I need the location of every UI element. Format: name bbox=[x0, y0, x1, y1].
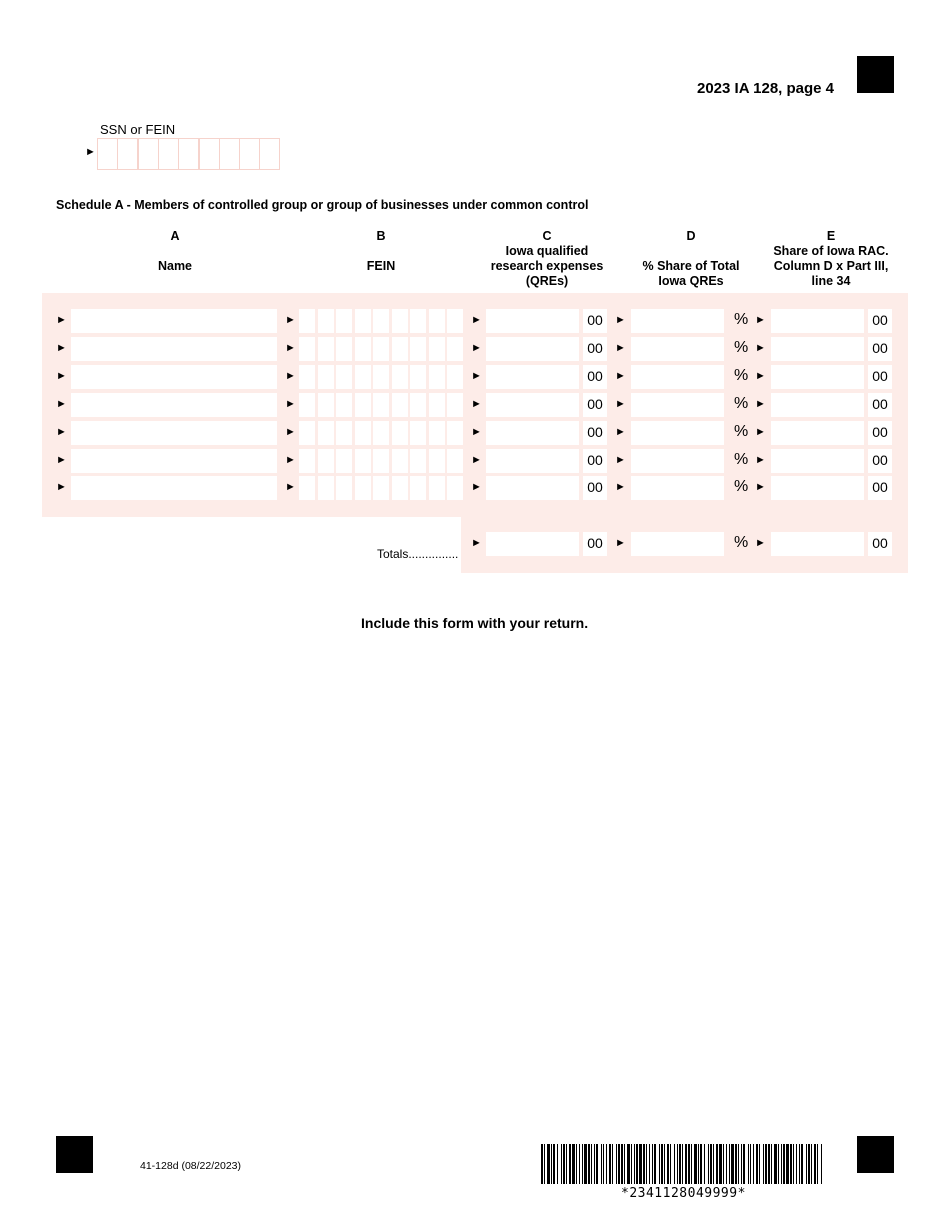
fein-digit-box[interactable] bbox=[392, 365, 408, 389]
barcode-bar bbox=[748, 1144, 749, 1184]
fein-digit-box[interactable] bbox=[299, 337, 315, 361]
percent-sign: % bbox=[734, 394, 749, 412]
barcode-bar bbox=[561, 1144, 562, 1184]
fein-digit-box[interactable] bbox=[373, 365, 389, 389]
ssn-digit-box[interactable] bbox=[178, 138, 199, 170]
barcode-bar bbox=[817, 1144, 818, 1184]
barcode-text: *2341128049999* bbox=[621, 1186, 746, 1201]
barcode-bar bbox=[765, 1144, 767, 1184]
barcode-bar bbox=[661, 1144, 663, 1184]
barcode-bar bbox=[821, 1144, 822, 1184]
fein-digit-box[interactable] bbox=[429, 365, 445, 389]
fein-digit-box[interactable] bbox=[392, 421, 408, 445]
fein-digit-box[interactable] bbox=[410, 421, 426, 445]
fein-digit-box[interactable] bbox=[447, 365, 463, 389]
fein-digit-box[interactable] bbox=[299, 393, 315, 417]
cents-label: 00 bbox=[583, 309, 607, 333]
fein-digit-box[interactable] bbox=[392, 449, 408, 473]
row-arrow-icon: ► bbox=[285, 341, 296, 354]
barcode-bar bbox=[634, 1144, 635, 1184]
row-arrow-icon: ► bbox=[755, 453, 766, 466]
ssn-digit-box[interactable] bbox=[239, 138, 260, 170]
barcode-bar bbox=[609, 1144, 611, 1184]
barcode-bar bbox=[811, 1144, 812, 1184]
barcode-bar bbox=[582, 1144, 583, 1184]
fein-digit-box[interactable] bbox=[447, 309, 463, 333]
fein-digit-box[interactable] bbox=[336, 337, 352, 361]
barcode-bar bbox=[588, 1144, 590, 1184]
column-e-label: Share of Iowa RAC. Column D x Part III, line 34 bbox=[773, 244, 889, 288]
row-arrow-icon: ► bbox=[56, 453, 67, 466]
barcode-bar bbox=[801, 1144, 803, 1184]
percent-share-input[interactable] bbox=[631, 337, 724, 361]
cents-label: 00 bbox=[583, 337, 607, 361]
barcode-bar bbox=[624, 1144, 625, 1184]
barcode-bar bbox=[547, 1144, 550, 1184]
fein-digit-box[interactable] bbox=[318, 337, 334, 361]
barcode-bar bbox=[768, 1144, 770, 1184]
fein-digit-box[interactable] bbox=[392, 309, 408, 333]
barcode-bar bbox=[677, 1144, 678, 1184]
barcode-bar bbox=[771, 1144, 772, 1184]
percent-sign: % bbox=[734, 311, 749, 328]
fein-digit-box[interactable] bbox=[318, 449, 334, 473]
fein-digit-box[interactable] bbox=[355, 476, 371, 500]
barcode-bar bbox=[652, 1144, 653, 1184]
column-c-letter: C bbox=[542, 229, 552, 243]
fein-digit-box[interactable] bbox=[336, 365, 352, 389]
barcode-bar bbox=[563, 1144, 565, 1184]
row-arrow-icon: ► bbox=[56, 314, 67, 326]
barcode-bar bbox=[723, 1144, 724, 1184]
column-b-label: FEIN bbox=[366, 259, 396, 273]
column-a-header bbox=[100, 229, 250, 274]
barcode-bar bbox=[646, 1144, 647, 1184]
barcode-bar bbox=[708, 1144, 709, 1184]
column-c-header bbox=[488, 229, 606, 289]
percent-sign: % bbox=[734, 422, 749, 440]
barcode-bar bbox=[659, 1144, 660, 1184]
barcode-bar bbox=[639, 1144, 642, 1184]
cents-label: 00 bbox=[868, 337, 892, 361]
column-b-header bbox=[305, 229, 457, 274]
fein-digit-box[interactable] bbox=[373, 309, 389, 333]
barcode-bar bbox=[591, 1144, 592, 1184]
column-d-header bbox=[632, 229, 750, 289]
share-rac-input[interactable] bbox=[771, 421, 864, 445]
percent-sign: % bbox=[734, 534, 749, 551]
fein-digit-box[interactable] bbox=[410, 476, 426, 500]
barcode-bar bbox=[704, 1144, 705, 1184]
barcode-bar bbox=[700, 1144, 702, 1184]
cents-label: 00 bbox=[868, 449, 892, 473]
total-qre-input[interactable] bbox=[486, 532, 579, 556]
qre-input[interactable] bbox=[486, 337, 579, 361]
barcode-bar bbox=[759, 1144, 760, 1184]
cents-label: 00 bbox=[583, 421, 607, 445]
percent-share-input[interactable] bbox=[631, 476, 724, 500]
include-form-note: Include this form with your return. bbox=[361, 615, 589, 631]
ssn-digit-box[interactable] bbox=[259, 138, 280, 170]
barcode-bar bbox=[594, 1144, 595, 1184]
barcode-bar bbox=[544, 1144, 545, 1184]
name-input[interactable] bbox=[71, 476, 277, 500]
fein-digit-box[interactable] bbox=[318, 309, 334, 333]
row-arrow-icon: ► bbox=[471, 341, 482, 354]
percent-share-input[interactable] bbox=[631, 365, 724, 389]
row-arrow-icon: ► bbox=[471, 314, 482, 326]
row-arrow-icon: ► bbox=[615, 369, 626, 382]
row-arrow-icon: ► bbox=[615, 537, 626, 549]
ssn-digit-box[interactable] bbox=[117, 138, 138, 170]
row-arrow-icon: ► bbox=[755, 314, 766, 326]
barcode-bar bbox=[756, 1144, 758, 1184]
total-percent-input[interactable] bbox=[631, 532, 724, 556]
share-rac-input[interactable] bbox=[771, 365, 864, 389]
barcode-bar bbox=[763, 1144, 764, 1184]
fein-digit-box[interactable] bbox=[355, 365, 371, 389]
fein-digit-box[interactable] bbox=[429, 476, 445, 500]
barcode-bar bbox=[781, 1144, 782, 1184]
row-arrow-icon: ► bbox=[471, 397, 482, 410]
totals-label: Totals............... bbox=[377, 547, 459, 561]
row-arrow-icon: ► bbox=[615, 397, 626, 410]
row-arrow-icon: ► bbox=[755, 341, 766, 354]
fein-digit-box[interactable] bbox=[429, 337, 445, 361]
row-arrow-icon: ► bbox=[755, 425, 766, 438]
row-arrow-icon: ► bbox=[615, 314, 626, 326]
barcode-bar bbox=[579, 1144, 580, 1184]
schedule-a-title: Schedule A - Members of controlled group or group of businesses under common control bbox=[56, 198, 589, 212]
name-input[interactable] bbox=[71, 309, 277, 333]
ssn-fein-label: SSN or FEIN bbox=[100, 122, 176, 137]
barcode-bar bbox=[616, 1144, 617, 1184]
qre-input[interactable] bbox=[486, 309, 579, 333]
barcode-bar bbox=[793, 1144, 794, 1184]
column-a-letter: A bbox=[170, 229, 180, 243]
row-arrow-icon: ► bbox=[471, 369, 482, 382]
cents-label: 00 bbox=[868, 421, 892, 445]
fein-digit-box[interactable] bbox=[336, 421, 352, 445]
share-rac-input[interactable] bbox=[771, 476, 864, 500]
fein-digit-box[interactable] bbox=[373, 337, 389, 361]
cents-label: 00 bbox=[868, 532, 892, 556]
barcode bbox=[541, 1144, 824, 1186]
fein-digit-box[interactable] bbox=[318, 393, 334, 417]
fein-digit-box[interactable] bbox=[392, 337, 408, 361]
barcode-bar bbox=[743, 1144, 745, 1184]
barcode-bar bbox=[596, 1144, 598, 1184]
name-input[interactable] bbox=[71, 393, 277, 417]
fein-digit-box[interactable] bbox=[410, 393, 426, 417]
barcode-bar bbox=[584, 1144, 587, 1184]
barcode-bar bbox=[806, 1144, 807, 1184]
fein-digit-box[interactable] bbox=[355, 421, 371, 445]
qre-input[interactable] bbox=[486, 476, 579, 500]
row-arrow-icon: ► bbox=[285, 314, 296, 326]
ssn-arrow-icon: ► bbox=[85, 146, 96, 158]
cents-label: 00 bbox=[868, 476, 892, 500]
column-c-label: Iowa qualified research expenses (QREs) bbox=[490, 244, 604, 288]
name-input[interactable] bbox=[71, 449, 277, 473]
barcode-bar bbox=[783, 1144, 785, 1184]
fein-digit-box[interactable] bbox=[447, 476, 463, 500]
barcode-bar bbox=[753, 1144, 754, 1184]
barcode-bar bbox=[667, 1144, 669, 1184]
fein-digit-box[interactable] bbox=[429, 309, 445, 333]
barcode-bar bbox=[612, 1144, 613, 1184]
barcode-bar bbox=[553, 1144, 555, 1184]
row-arrow-icon: ► bbox=[471, 481, 482, 494]
barcode-bar bbox=[606, 1144, 607, 1184]
fein-digit-box[interactable] bbox=[336, 393, 352, 417]
barcode-bar bbox=[741, 1144, 742, 1184]
barcode-bar bbox=[679, 1144, 681, 1184]
barcode-bar bbox=[618, 1144, 620, 1184]
cents-label: 00 bbox=[868, 393, 892, 417]
cents-label: 00 bbox=[583, 449, 607, 473]
barcode-bar bbox=[601, 1144, 602, 1184]
registration-mark-bottom-left bbox=[56, 1136, 93, 1173]
cents-label: 00 bbox=[583, 476, 607, 500]
fein-digit-box[interactable] bbox=[410, 337, 426, 361]
registration-mark-bottom-right bbox=[857, 1136, 894, 1173]
barcode-bar bbox=[636, 1144, 638, 1184]
share-rac-input[interactable] bbox=[771, 337, 864, 361]
barcode-bar bbox=[654, 1144, 656, 1184]
barcode-bar bbox=[572, 1144, 575, 1184]
ssn-digit-box[interactable] bbox=[158, 138, 179, 170]
row-arrow-icon: ► bbox=[471, 425, 482, 438]
fein-digit-box[interactable] bbox=[318, 365, 334, 389]
barcode-bar bbox=[731, 1144, 734, 1184]
barcode-bar bbox=[685, 1144, 687, 1184]
barcode-bar bbox=[786, 1144, 789, 1184]
fein-digit-box[interactable] bbox=[355, 337, 371, 361]
column-b-letter: B bbox=[376, 229, 386, 243]
barcode-bar bbox=[682, 1144, 683, 1184]
row-arrow-icon: ► bbox=[755, 481, 766, 494]
barcode-bar bbox=[719, 1144, 722, 1184]
row-arrow-icon: ► bbox=[56, 341, 67, 354]
barcode-bar bbox=[649, 1144, 650, 1184]
fein-digit-box[interactable] bbox=[410, 365, 426, 389]
column-d-label: % Share of Total Iowa QREs bbox=[642, 259, 740, 288]
barcode-bar bbox=[796, 1144, 797, 1184]
percent-share-input[interactable] bbox=[631, 421, 724, 445]
share-rac-input[interactable] bbox=[771, 449, 864, 473]
row-arrow-icon: ► bbox=[755, 397, 766, 410]
barcode-bar bbox=[674, 1144, 675, 1184]
fein-digit-box[interactable] bbox=[336, 476, 352, 500]
percent-share-input[interactable] bbox=[631, 449, 724, 473]
percent-sign: % bbox=[734, 450, 749, 468]
barcode-bar bbox=[738, 1144, 739, 1184]
fein-digit-box[interactable] bbox=[336, 309, 352, 333]
qre-input[interactable] bbox=[486, 365, 579, 389]
registration-mark-top-right bbox=[857, 56, 894, 93]
fein-digit-box[interactable] bbox=[373, 449, 389, 473]
name-input[interactable] bbox=[71, 365, 277, 389]
barcode-bar bbox=[778, 1144, 779, 1184]
fein-digit-box[interactable] bbox=[336, 449, 352, 473]
column-e-letter: E bbox=[826, 229, 836, 243]
fein-digit-box[interactable] bbox=[447, 393, 463, 417]
percent-sign: % bbox=[734, 338, 749, 356]
barcode-bar bbox=[710, 1144, 712, 1184]
fein-digit-box[interactable] bbox=[410, 449, 426, 473]
barcode-bar bbox=[569, 1144, 571, 1184]
row-arrow-icon: ► bbox=[285, 369, 296, 382]
barcode-bar bbox=[698, 1144, 699, 1184]
row-arrow-icon: ► bbox=[56, 369, 67, 382]
fein-digit-box[interactable] bbox=[392, 393, 408, 417]
cents-label: 00 bbox=[583, 365, 607, 389]
barcode-bar bbox=[576, 1144, 577, 1184]
barcode-bar bbox=[774, 1144, 777, 1184]
barcode-bar bbox=[643, 1144, 645, 1184]
column-e-header bbox=[768, 229, 894, 289]
barcode-bar bbox=[726, 1144, 727, 1184]
row-arrow-icon: ► bbox=[755, 369, 766, 382]
barcode-bar bbox=[694, 1144, 697, 1184]
total-share-input[interactable] bbox=[771, 532, 864, 556]
barcode-bar bbox=[688, 1144, 690, 1184]
form-number: 41-128d (08/22/2023) bbox=[140, 1160, 241, 1172]
ssn-digit-box[interactable] bbox=[199, 138, 220, 170]
percent-sign: % bbox=[734, 478, 749, 496]
row-arrow-icon: ► bbox=[615, 341, 626, 354]
barcode-bar bbox=[713, 1144, 714, 1184]
barcode-bar bbox=[621, 1144, 623, 1184]
row-arrow-icon: ► bbox=[56, 481, 67, 494]
row-arrow-icon: ► bbox=[56, 397, 67, 410]
cents-label: 00 bbox=[583, 393, 607, 417]
qre-input[interactable] bbox=[486, 421, 579, 445]
fein-digit-box[interactable] bbox=[447, 449, 463, 473]
fein-digit-box[interactable] bbox=[447, 421, 463, 445]
barcode-bar bbox=[799, 1144, 800, 1184]
fein-digit-box[interactable] bbox=[429, 449, 445, 473]
ssn-digit-box[interactable] bbox=[219, 138, 240, 170]
percent-share-input[interactable] bbox=[631, 309, 724, 333]
row-arrow-icon: ► bbox=[285, 481, 296, 494]
fein-digit-box[interactable] bbox=[373, 421, 389, 445]
fein-digit-box[interactable] bbox=[429, 393, 445, 417]
row-arrow-icon: ► bbox=[56, 425, 67, 438]
name-input[interactable] bbox=[71, 337, 277, 361]
barcode-bar bbox=[541, 1144, 543, 1184]
qre-input[interactable] bbox=[486, 449, 579, 473]
row-arrow-icon: ► bbox=[615, 481, 626, 494]
fein-digit-box[interactable] bbox=[299, 449, 315, 473]
ssn-digit-box[interactable] bbox=[138, 138, 159, 170]
share-rac-input[interactable] bbox=[771, 393, 864, 417]
name-input[interactable] bbox=[71, 421, 277, 445]
row-arrow-icon: ► bbox=[471, 537, 482, 549]
fein-digit-box[interactable] bbox=[373, 393, 389, 417]
page-title: 2023 IA 128, page 4 bbox=[697, 80, 835, 97]
cents-label: 00 bbox=[583, 532, 607, 556]
fein-digit-box[interactable] bbox=[373, 476, 389, 500]
row-arrow-icon: ► bbox=[285, 453, 296, 466]
barcode-bar bbox=[814, 1144, 816, 1184]
barcode-bar bbox=[557, 1144, 558, 1184]
fein-digit-box[interactable] bbox=[299, 309, 315, 333]
fein-digit-box[interactable] bbox=[318, 476, 334, 500]
barcode-bar bbox=[551, 1144, 552, 1184]
row-arrow-icon: ► bbox=[615, 425, 626, 438]
barcode-bar bbox=[750, 1144, 751, 1184]
column-d-letter: D bbox=[686, 229, 696, 243]
barcode-bar bbox=[808, 1144, 810, 1184]
percent-share-input[interactable] bbox=[631, 393, 724, 417]
percent-sign: % bbox=[734, 366, 749, 384]
fein-digit-box[interactable] bbox=[299, 421, 315, 445]
barcode-bar bbox=[729, 1144, 730, 1184]
fein-digit-box[interactable] bbox=[355, 393, 371, 417]
qre-input[interactable] bbox=[486, 393, 579, 417]
fein-digit-box[interactable] bbox=[447, 337, 463, 361]
barcode-bar bbox=[603, 1144, 604, 1184]
row-arrow-icon: ► bbox=[285, 397, 296, 410]
barcode-bar bbox=[631, 1144, 632, 1184]
fein-digit-box[interactable] bbox=[299, 476, 315, 500]
fein-digit-box[interactable] bbox=[410, 309, 426, 333]
barcode-bar bbox=[735, 1144, 737, 1184]
cents-label: 00 bbox=[868, 309, 892, 333]
barcode-bar bbox=[566, 1144, 567, 1184]
fein-digit-box[interactable] bbox=[299, 365, 315, 389]
barcode-bar bbox=[664, 1144, 665, 1184]
ssn-digit-box[interactable] bbox=[97, 138, 118, 170]
barcode-bar bbox=[627, 1144, 630, 1184]
barcode-bar bbox=[691, 1144, 692, 1184]
fein-digit-box[interactable] bbox=[392, 476, 408, 500]
fein-digit-box[interactable] bbox=[429, 421, 445, 445]
share-rac-input[interactable] bbox=[771, 309, 864, 333]
row-arrow-icon: ► bbox=[285, 425, 296, 438]
fein-digit-box[interactable] bbox=[318, 421, 334, 445]
cents-label: 00 bbox=[868, 365, 892, 389]
row-arrow-icon: ► bbox=[471, 453, 482, 466]
barcode-bar bbox=[790, 1144, 792, 1184]
barcode-bar bbox=[716, 1144, 718, 1184]
fein-digit-box[interactable] bbox=[355, 449, 371, 473]
barcode-bar bbox=[670, 1144, 671, 1184]
row-arrow-icon: ► bbox=[615, 453, 626, 466]
fein-digit-box[interactable] bbox=[355, 309, 371, 333]
row-arrow-icon: ► bbox=[755, 537, 766, 549]
column-a-label: Name bbox=[157, 259, 193, 273]
